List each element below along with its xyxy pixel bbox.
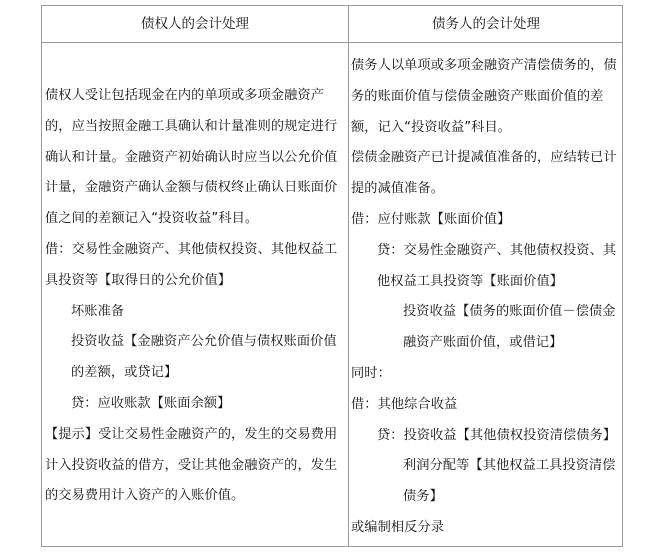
debtor-oci-debit: 借：其他综合收益: [351, 396, 458, 412]
creditor-credit-entry: 贷：应收账款【账面余额】: [71, 395, 231, 411]
creditor-intro: 债权人受让包括现金在内的单项或多项金融资产的，应当按照金融工具确认和计量准则的规定进行确认和计量。金融资产初始确认时应当以公允价值计量，金融资产确认金额与债权终止确认日账面价值之间的差额记入“投资收益”科目。: [45, 88, 338, 227]
debtor-impairment: 偿债金融资产已计提减值准备的，应结转已计提的减值准备。: [351, 150, 617, 197]
creditor-investment-income: 投资收益【金融资产公允价值与债权账面价值的差额，或贷记】: [71, 334, 337, 381]
debtor-investment-income: 投资收益【债务的账面价值－偿债金融资产账面价值，或借记】: [403, 304, 616, 351]
debtor-intro: 债务人以单项或多项金融资产清偿债务的，债务的账面价值与偿债金融资产账面价值的差额，记入“投资收益”科目。: [351, 58, 617, 135]
accounting-table: [41, 5, 623, 547]
column-divider: [348, 6, 349, 546]
creditor-column: [45, 81, 343, 512]
debtor-meanwhile: 同时：: [351, 365, 391, 381]
debtor-debit-entry: 借：应付账款【账面价值】: [351, 211, 511, 227]
creditor-tip: 【提示】受让交易性金融资产的，发生的交易费用计入投资收益的借方，受让其他金融资产的，发生的交易费用计入资产的入账价值。: [45, 426, 338, 504]
debtor-credit-entry: 贷：交易性金融资产、其他债权投资、其他权益工具投资等【账面价值】: [377, 242, 617, 289]
debtor-column: [351, 51, 621, 544]
debtor-reverse-entry: 或编制相反分录: [351, 519, 445, 535]
creditor-debit-entry: 借：交易性金融资产、其他债权投资、其他权益工具投资等【取得日的公允价值】: [45, 241, 338, 288]
header-creditor: 债权人的会计处理: [141, 16, 249, 32]
header-debtor: 债务人的会计处理: [432, 16, 540, 32]
debtor-profit-distribution: 利润分配等【其他权益工具投资清偿债务】: [403, 458, 616, 505]
header-divider: [42, 42, 622, 43]
creditor-bad-debt: 坏账准备: [71, 303, 125, 319]
debtor-oci-credit: 贷：投资收益【其他债权投资清偿债务】: [377, 427, 617, 443]
